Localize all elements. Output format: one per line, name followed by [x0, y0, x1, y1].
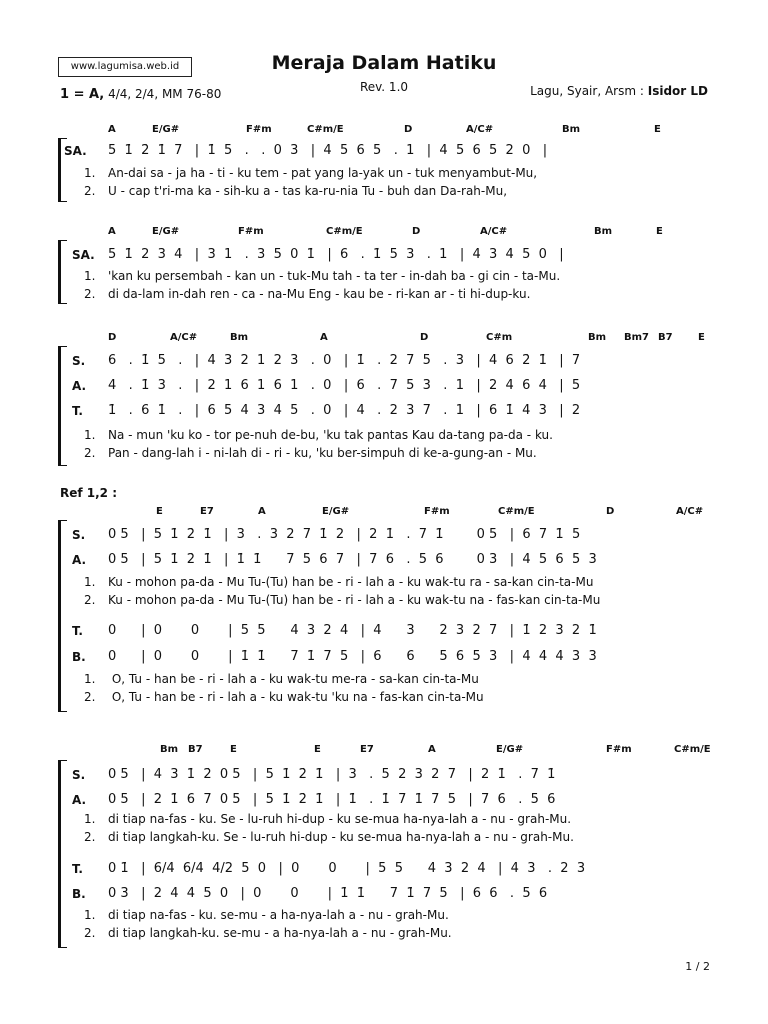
- chord-symbol: F#m: [606, 744, 632, 755]
- verse-number: 2.: [84, 926, 96, 940]
- chord-symbol: E/G#: [152, 226, 180, 237]
- chord-symbol: Bm: [594, 226, 613, 237]
- chord-symbol: E: [156, 506, 163, 517]
- refrain-label: Ref 1,2 :: [60, 486, 118, 500]
- notation-line: 0 5 | 2 1̇ 6 7 0 5 | 5 1̇ 2̇ 1̇ | 1̇ . 1̇ 7 1̇ 7 5 | 7 6 . 5 6: [108, 792, 556, 807]
- notation-line: 0 3 | 2 4 4 5 0 | 0 0 | 1̇ 1̇ 7 1̇ 7 5 | 6 6 . 5 6: [108, 886, 548, 901]
- chord-symbol: F#m: [238, 226, 264, 237]
- lyric-line: [84, 269, 560, 283]
- chord-symbol: E7: [200, 506, 214, 517]
- lyric-text: di tiap na-fas - ku. Se - lu-ruh hi-dup - ku se-mua ha-nya-lah a - nu - grah-Mu.: [108, 812, 572, 826]
- notation-line: 0 | 0 0 | 1̇ 1̇ 7 1̇ 7 5 | 6 6 5 6 5 3 | 4 4 4 3 3: [108, 649, 597, 664]
- chord-symbol: A/C#: [466, 124, 494, 135]
- chord-symbol: D: [420, 332, 429, 343]
- voice-label: S.: [72, 768, 86, 782]
- chord-symbol: D: [108, 332, 117, 343]
- chord-symbol: B7: [188, 744, 203, 755]
- lyric-text: di tiap langkah-ku. Se - lu-ruh hi-dup - ku se-mua ha-nya-lah a - nu - grah-Mu.: [108, 830, 574, 844]
- system-brace: [58, 240, 67, 304]
- voice-label: B.: [72, 887, 86, 901]
- notation-line: 5 1̇ 2̇ 1̇ 7 | 1̇ 5 . . 0 3 | 4 5 6 5 . 1 | 4 5 6 5 2 0 |: [108, 143, 548, 158]
- chord-symbol: D: [404, 124, 413, 135]
- chord-symbol: C#m/E: [307, 124, 344, 135]
- lyric-line: [84, 446, 537, 460]
- lyric-text: O, Tu - han be - ri - lah a - ku wak-tu 'ku na - fas-kan cin-ta-Mu: [108, 690, 484, 704]
- system-brace: [58, 760, 67, 948]
- chord-symbol: A: [108, 226, 116, 237]
- voice-label: A.: [72, 793, 87, 807]
- chord-symbol: C#m/E: [674, 744, 711, 755]
- composer-credit: [530, 84, 708, 98]
- key-signature: [60, 87, 221, 102]
- chord-symbol: A/C#: [170, 332, 198, 343]
- lyric-text: Pan - dang-lah i - ni-lah di - ri - ku, 'ku ber-simpuh di ke-a-gung-an - Mu.: [108, 446, 537, 460]
- notation-line: 6 . 1̇ 5 . | 4 3 2 1 2 3 . 0 | 1̇ . 2 7 5 . 3 | 4 6 2̇ 1̇ | 7: [108, 353, 581, 368]
- notation-line: 0 5 | 5 1̇ 2̇ 1̇ | 3 . 3 2 7 1̇ 2 | 2 1̇ . 7 1̇ 0 5 | 6 7 1̇ 5: [108, 527, 581, 542]
- key-value: 1 = A,: [60, 87, 105, 102]
- chord-symbol: A/C#: [676, 506, 704, 517]
- voice-label: A.: [72, 379, 87, 393]
- chord-symbol: E/G#: [322, 506, 350, 517]
- lyric-text: An-dai sa - ja ha - ti - ku tem - pat yang la-yak un - tuk menyambut-Mu,: [108, 166, 538, 180]
- verse-number: 1.: [84, 269, 96, 283]
- voice-label: SA.: [72, 248, 95, 262]
- credit-label: Lagu, Syair, Arsm :: [530, 84, 644, 98]
- chord-symbol: C#m/E: [498, 506, 535, 517]
- chord-symbol: E: [314, 744, 321, 755]
- lyric-line: [84, 593, 600, 607]
- system-brace: [58, 520, 67, 712]
- page-number: 1 / 2: [685, 960, 710, 973]
- system-brace: [58, 346, 67, 466]
- chord-symbol: A: [428, 744, 436, 755]
- notation-line: 0 1̇ | 6/4 6/4 4/2 5 0 | 0 0 | 5 5 4 3 2 4 | 4 3 . 2 3: [108, 861, 586, 876]
- chord-symbol: C#m: [486, 332, 513, 343]
- lyric-line: [84, 908, 449, 922]
- chord-symbol: A/C#: [480, 226, 508, 237]
- voice-label: T.: [72, 624, 83, 638]
- lyric-line: [84, 672, 479, 686]
- notation-line: 4 . 1̇ 3 . | 2 1 6 1 6 1 . 0 | 6 . 7 5 3 . 1 | 2 4 6 4 | 5: [108, 378, 581, 393]
- lyric-text: Ku - mohon pa-da - Mu Tu-(Tu) han be - ri - lah a - ku wak-tu ra - sa-kan cin-ta-Mu: [108, 575, 594, 589]
- verse-number: 1.: [84, 908, 96, 922]
- lyric-text: 'kan ku persembah - kan un - tuk-Mu tah - ta ter - in-dah ba - gi cin - ta-Mu.: [108, 269, 561, 283]
- chord-symbol: Bm: [588, 332, 607, 343]
- song-title: Meraja Dalam Hatiku: [271, 52, 497, 74]
- notation-line: 0 5 | 4 3 1̇ 2̇ 0 5 | 5 1̇ 2̇ 1̇ | 3 . 5 2 3 2 7 | 2 1̇ . 7 1̇: [108, 767, 556, 782]
- lyric-text: di da-lam in-dah ren - ca - na-Mu Eng - kau be - ri-kan ar - ti hi-dup-ku.: [108, 287, 531, 301]
- notation-line: 0 | 0 0 | 5 5 4 3 2 4 | 4 3 2 3 2 7 | 1̇ 2 3 2 1̇: [108, 623, 597, 638]
- lyric-line: [84, 166, 537, 180]
- lyric-text: U - cap t'ri-ma ka - sih-ku a - tas ka-ru-nia Tu - buh dan Da-rah-Mu,: [108, 184, 508, 198]
- lyric-line: [84, 575, 593, 589]
- chord-symbol: E/G#: [152, 124, 180, 135]
- verse-number: 2.: [84, 446, 96, 460]
- verse-number: 1.: [84, 428, 96, 442]
- notation-line: 0 5 | 5 1̇ 2̇ 1̇ | 1̇ 1̇ 7 5 6 7 | 7 6 . 5 6 0 3 | 4 5 6 5 3: [108, 552, 597, 567]
- chord-symbol: D: [412, 226, 421, 237]
- voice-label: S.: [72, 354, 86, 368]
- chord-symbol: F#m: [246, 124, 272, 135]
- verse-number: 2.: [84, 690, 96, 704]
- lyric-line: [84, 287, 530, 301]
- credit-name: Isidor LD: [647, 84, 708, 98]
- lyric-line: [84, 830, 574, 844]
- notation-line: 1̇ . 6 1̇ . | 6 5 4 3 4 5 . 0 | 4 . 2 3 7 . 1 | 6 1̇ 4 3 | 2: [108, 403, 581, 418]
- voice-label: SA.: [64, 144, 87, 158]
- chord-symbol: Bm: [562, 124, 581, 135]
- chord-symbol: F#m: [424, 506, 450, 517]
- lyric-text: di tiap na-fas - ku. se-mu - a ha-nya-lah a - nu - grah-Mu.: [108, 908, 449, 922]
- lyric-line: [84, 812, 571, 826]
- voice-label: B.: [72, 650, 86, 664]
- lyric-text: di tiap langkah-ku. se-mu - a ha-nya-lah a - nu - grah-Mu.: [108, 926, 452, 940]
- chord-symbol: A: [320, 332, 328, 343]
- verse-number: 2.: [84, 184, 96, 198]
- voice-label: S.: [72, 528, 86, 542]
- verse-number: 1.: [84, 812, 96, 826]
- lyric-text: O, Tu - han be - ri - lah a - ku wak-tu me-ra - sa-kan cin-ta-Mu: [108, 672, 479, 686]
- chord-symbol: B7: [658, 332, 673, 343]
- chord-symbol: A: [108, 124, 116, 135]
- meter-tempo: 4/4, 2/4, MM 76-80: [108, 87, 222, 101]
- chord-symbol: E: [230, 744, 237, 755]
- chord-symbol: C#m/E: [326, 226, 363, 237]
- chord-symbol: D: [606, 506, 615, 517]
- chord-symbol: E: [656, 226, 663, 237]
- chord-symbol: Bm7: [624, 332, 649, 343]
- chord-symbol: E: [698, 332, 705, 343]
- chord-symbol: E/G#: [496, 744, 524, 755]
- website-label: www.lagumisa.web.id: [58, 57, 192, 77]
- lyric-text: Ku - mohon pa-da - Mu Tu-(Tu) han be - ri - lah a - ku wak-tu na - fas-kan cin-ta-Mu: [108, 593, 601, 607]
- voice-label: T.: [72, 862, 83, 876]
- voice-label: A.: [72, 553, 87, 567]
- lyric-line: [84, 428, 553, 442]
- verse-number: 2.: [84, 593, 96, 607]
- verse-number: 2.: [84, 830, 96, 844]
- verse-number: 2.: [84, 287, 96, 301]
- lyric-line: [84, 926, 452, 940]
- notation-line: 5 1̇ 2 3 4 | 3 1 . 3 5 0 1̇ | 6 . 1̇ 5 3 . 1 | 4 3 4 5 0 |: [108, 247, 564, 262]
- chord-symbol: Bm: [160, 744, 179, 755]
- lyric-line: [84, 690, 484, 704]
- revision-label: Rev. 1.0: [359, 80, 409, 94]
- lyric-line: [84, 184, 507, 198]
- verse-number: 1.: [84, 672, 96, 686]
- verse-number: 1.: [84, 166, 96, 180]
- chord-symbol: Bm: [230, 332, 249, 343]
- voice-label: T.: [72, 404, 83, 418]
- chord-symbol: E7: [360, 744, 374, 755]
- chord-symbol: A: [258, 506, 266, 517]
- verse-number: 1.: [84, 575, 96, 589]
- lyric-text: Na - mun 'ku ko - tor pe-nuh de-bu, 'ku tak pantas Kau da-tang pa-da - ku.: [108, 428, 553, 442]
- chord-symbol: E: [654, 124, 661, 135]
